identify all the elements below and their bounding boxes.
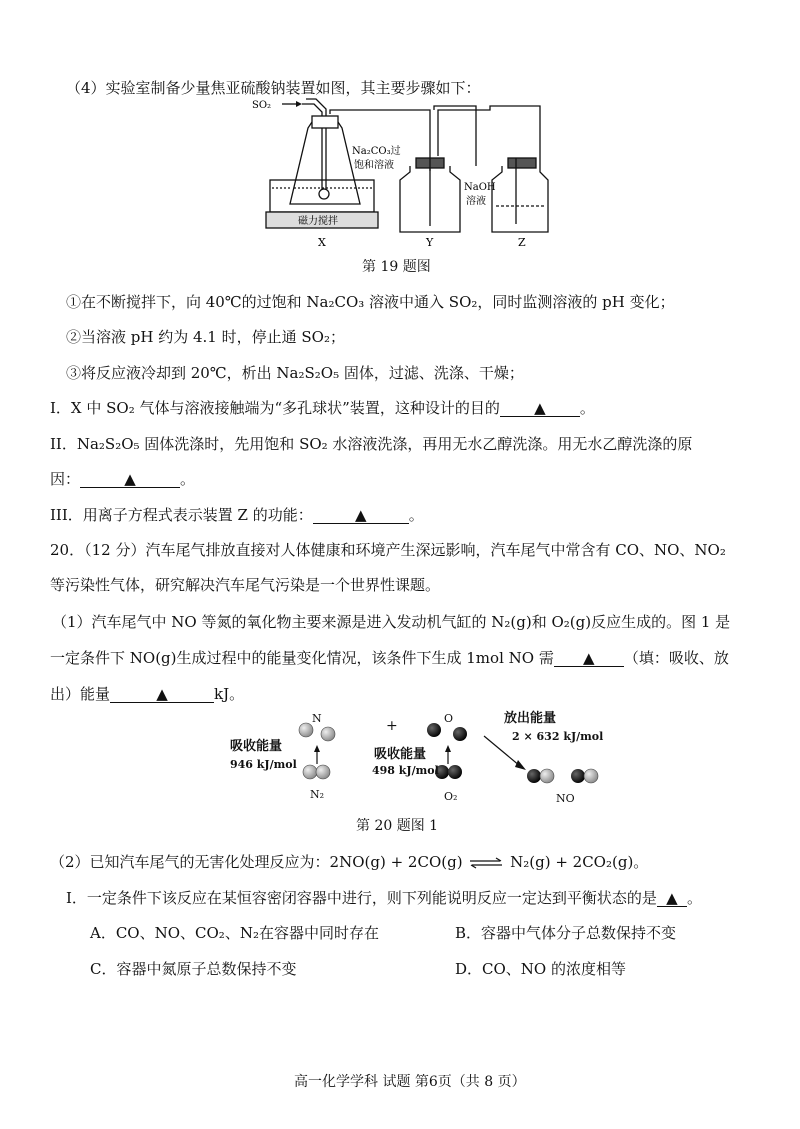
q20-part1-c-text: 出）能量 — [50, 685, 111, 703]
page-footer: 高一化学学科 试题 第6页（共 8 页） — [294, 1074, 526, 1090]
q20-part1-a: （1）汽车尾气中 NO 等氮的氧化物主要来源是进入发动机气缸的 N₂(g)和 O₂(g)反应生成的。图 1 是 — [52, 613, 731, 631]
n-atom-label: N — [312, 712, 322, 725]
q19-question-III — [50, 505, 424, 525]
naoh-label-2: 溶液 — [466, 196, 486, 207]
z-label: Z — [518, 236, 526, 248]
q19-part4-intro: （4）实验室制备少量焦亚硫酸钠装置如图，其主要步骤如下： — [66, 79, 481, 97]
release-label: 放出能量 — [504, 711, 557, 726]
n-atom — [321, 727, 335, 741]
o-atom — [453, 727, 467, 741]
no-molecule — [571, 769, 585, 783]
no-molecule — [584, 769, 598, 783]
q20-part1-c-tail: kJ。 — [214, 685, 245, 703]
q19-step-2: ②当溶液 pH 约为 4.1 时，停止通 SO₂； — [66, 328, 345, 346]
answer-blank[interactable]: ▲ — [554, 650, 624, 667]
q20-figure-caption: 第 20 题图 1 — [356, 818, 439, 834]
answer-blank[interactable]: ▲ — [500, 400, 580, 417]
flask-label-2: 饱和溶液 — [354, 160, 394, 171]
no-label: NO — [556, 792, 575, 805]
q20-part1-b-tail: （填：吸收、放 — [623, 649, 729, 667]
q19-question-II-b — [50, 469, 195, 489]
q20-stem-1: 20．（12 分）汽车尾气排放直接对人体健康和环境产生深远影响，汽车尾气中常含有 CO、NO、NO₂ — [50, 541, 726, 559]
period: 。 — [686, 889, 702, 907]
q20-stem-2: 等污染性气体，研究解决汽车尾气污染是一个世界性课题。 — [50, 576, 441, 594]
o-atom-label: O — [444, 712, 454, 725]
q19-question-I — [50, 398, 595, 418]
no-molecule — [527, 769, 541, 783]
equilibrium-arrow-icon — [469, 857, 503, 869]
n2-label: N₂ — [310, 788, 325, 801]
y-label: Y — [426, 236, 434, 248]
x-label: X — [318, 236, 326, 248]
n2-energy: 946 kJ/mol — [230, 758, 297, 771]
n2-molecule — [316, 765, 330, 779]
period: 。 — [408, 506, 424, 524]
o2-molecule — [448, 765, 462, 779]
q19-question-II-b-text: 因： — [50, 470, 81, 488]
n-atom — [299, 723, 313, 737]
o2-energy: 498 kJ/mol — [372, 764, 439, 777]
q19-step-3: ③将反应液冷却到 20℃，析出 Na₂S₂O₅ 固体，过滤、洗涤、干燥； — [66, 364, 524, 382]
o-atom — [427, 723, 441, 737]
q20-question-I — [66, 888, 702, 908]
q19-step-1: ①在不断搅拌下，向 40℃的过饱和 Na₂CO₃ 溶液中通入 SO₂，同时监测溶液的 pH 变化； — [66, 293, 675, 311]
q20-part1-b — [50, 648, 729, 668]
answer-blank[interactable]: ▲ — [313, 507, 409, 524]
stirrer-label: 磁力搅拌 — [298, 216, 338, 227]
so2-label: SO₂ — [252, 100, 272, 111]
q20-energy-figure — [228, 708, 608, 808]
q20-part1-c — [50, 684, 244, 704]
q19-figure-caption: 第 19 题图 — [362, 259, 431, 275]
q19-apparatus-figure — [250, 96, 550, 248]
q20-part1-b-text: 一定条件下 NO(g)生成过程中的能量变化情况，该条件下生成 1mol NO 需 — [50, 649, 554, 667]
release-energy: 2 × 632 kJ/mol — [512, 730, 604, 743]
option-d[interactable]: D．CO、NO 的浓度相等 — [455, 960, 626, 978]
answer-blank[interactable]: ▲ — [657, 890, 687, 907]
n2-molecule — [303, 765, 317, 779]
o2-label: O₂ — [444, 790, 458, 803]
plus-sign: + — [386, 718, 398, 734]
q20-question-I-text: I．一定条件下该反应在某恒容密闭容器中进行，则下列能说明反应一定达到平衡状态的是 — [66, 889, 657, 907]
option-a[interactable]: A．CO、NO、CO₂、N₂在容器中同时存在 — [90, 924, 379, 942]
absorb-label-n2: 吸收能量 — [230, 739, 283, 754]
period: 。 — [579, 399, 595, 417]
q19-question-I-text: I．X 中 SO₂ 气体与溶液接触端为“多孔球状”装置，这种设计的目的 — [50, 399, 500, 417]
absorb-label-o2: 吸收能量 — [374, 747, 427, 762]
flask-label-1: Na₂CO₃过 — [352, 146, 401, 157]
no-molecule — [540, 769, 554, 783]
option-b[interactable]: B．容器中气体分子总数保持不变 — [455, 924, 677, 942]
q20-part2-right: N₂(g) + 2CO₂(g)。 — [510, 853, 649, 871]
answer-blank[interactable]: ▲ — [110, 686, 214, 703]
naoh-label-1: NaOH — [464, 182, 496, 193]
q19-question-II-a: II．Na₂S₂O₅ 固体洗涤时，先用饱和 SO₂ 水溶液洗涤，再用无水乙醇洗涤。用无水乙醇洗涤的原 — [50, 435, 693, 453]
answer-blank[interactable]: ▲ — [80, 471, 180, 488]
period: 。 — [180, 470, 196, 488]
q20-part2 — [50, 852, 648, 872]
q19-question-III-text: III．用离子方程式表示装置 Z 的功能： — [50, 506, 313, 524]
option-c[interactable]: C．容器中氮原子总数保持不变 — [90, 960, 297, 978]
q20-part2-left: （2）已知汽车尾气的无害化处理反应为：2NO(g) + 2CO(g) — [50, 853, 463, 871]
